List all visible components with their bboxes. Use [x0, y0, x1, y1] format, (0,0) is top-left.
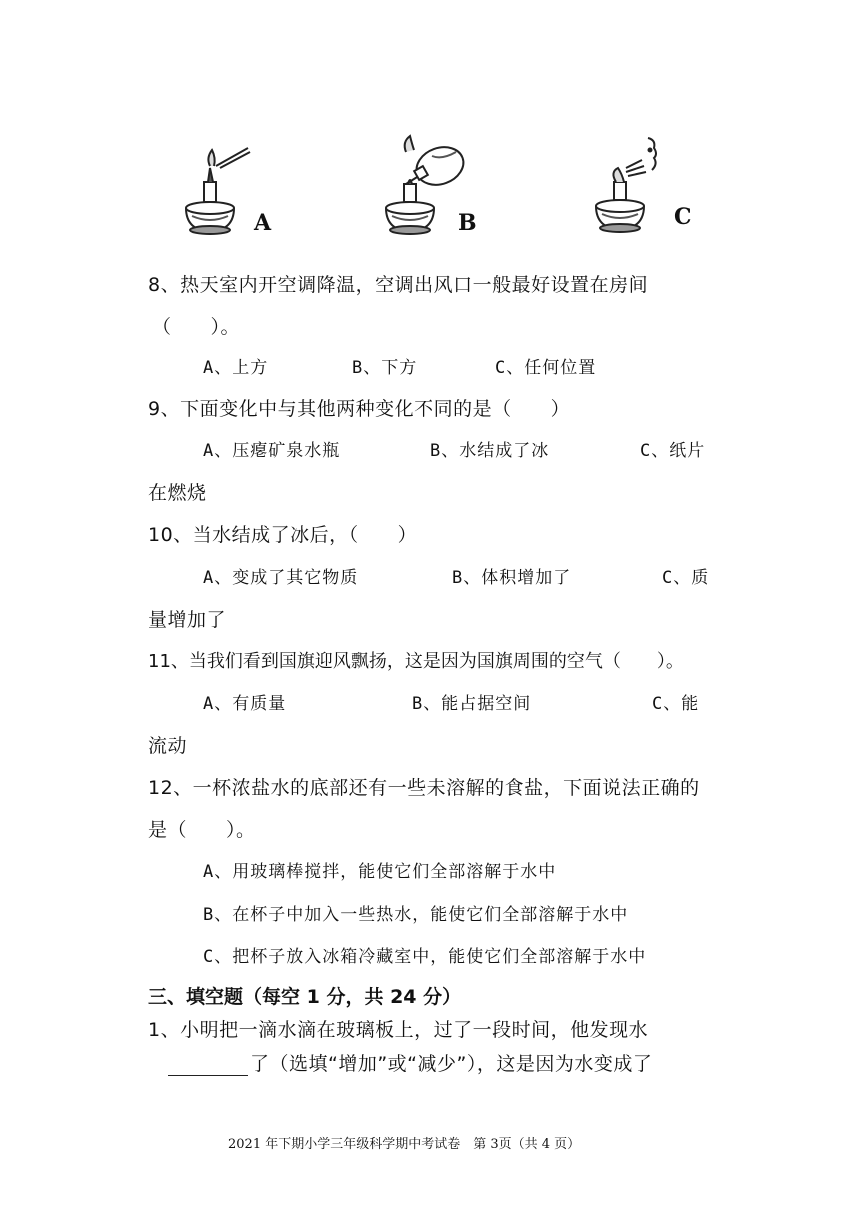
- question-8-option-a: A、上方: [203, 358, 269, 378]
- question-10-option-c: C、质: [662, 568, 710, 588]
- question-12-stem: 12、一杯浓盐水的底部还有一些未溶解的食盐，下面说法正确的: [148, 777, 700, 799]
- question-9-option-c: C、纸片: [640, 441, 706, 461]
- question-11-option-a: A、有质量: [203, 694, 287, 714]
- page-footer: 2021 年下期小学三年级科学期中考试卷 第 3页（共 4 页）: [228, 1137, 581, 1152]
- fill-question-1-line2-text: 了（选填“增加”或“减少”），这是因为水变成了: [250, 1053, 653, 1075]
- question-11-option-b: B、能占据空间: [412, 694, 532, 714]
- lamp-label-b: B: [458, 210, 477, 236]
- lamp-c-illustration: [596, 138, 656, 232]
- lamp-label-c: C: [674, 204, 692, 230]
- question-12-stem-line2: 是（ ）。: [148, 819, 256, 841]
- question-10-stem: 10、当水结成了冰后，（ ）: [148, 524, 418, 546]
- question-11-stem: 11、当我们看到国旗迎风飘扬，这是因为国旗周围的空气（ ）。: [148, 651, 684, 672]
- fill-question-1-line2: [168, 1049, 652, 1076]
- question-8-stem-line2: （ ）。: [152, 316, 241, 338]
- question-9-option-c-wrap: 在燃烧: [148, 482, 207, 504]
- question-8-option-b: B、下方: [352, 358, 418, 378]
- question-11-option-c: C、能: [652, 694, 700, 714]
- question-8-stem: 8、热天室内开空调降温，空调出风口一般最好设置在房间: [148, 274, 649, 296]
- question-9-option-a: A、压瘪矿泉水瓶: [203, 441, 341, 461]
- question-8-option-c: C、任何位置: [495, 358, 597, 378]
- lamp-b-illustration: [386, 136, 469, 234]
- answer-blank[interactable]: [168, 1057, 248, 1076]
- section-3-title: 三、填空题（每空 1 分，共 24 分）: [148, 986, 462, 1008]
- question-9-option-b: B、水结成了冰: [430, 441, 550, 461]
- lamp-a-illustration: [186, 148, 250, 234]
- question-12-option-a: A、用玻璃棒搅拌，能使它们全部溶解于水中: [203, 862, 557, 882]
- question-12-option-b: B、在杯子中加入一些热水，能使它们全部溶解于水中: [203, 905, 629, 925]
- question-10-option-a: A、变成了其它物质: [203, 568, 359, 588]
- question-10-option-b: B、体积增加了: [452, 568, 572, 588]
- question-11-option-c-wrap: 流动: [148, 735, 188, 757]
- question-10-option-c-wrap: 量增加了: [148, 609, 227, 631]
- question-12-option-c: C、把杯子放入冰箱冷藏室中，能使它们全部溶解于水中: [203, 947, 647, 967]
- question-9-stem: 9、下面变化中与其他两种变化不同的是（ ）: [148, 398, 571, 420]
- lamp-label-a: A: [254, 210, 272, 236]
- alcohol-lamp-figure: [170, 128, 710, 240]
- fill-question-1-line1: 1、小明把一滴水滴在玻璃板上，过了一段时间，他发现水: [148, 1019, 649, 1041]
